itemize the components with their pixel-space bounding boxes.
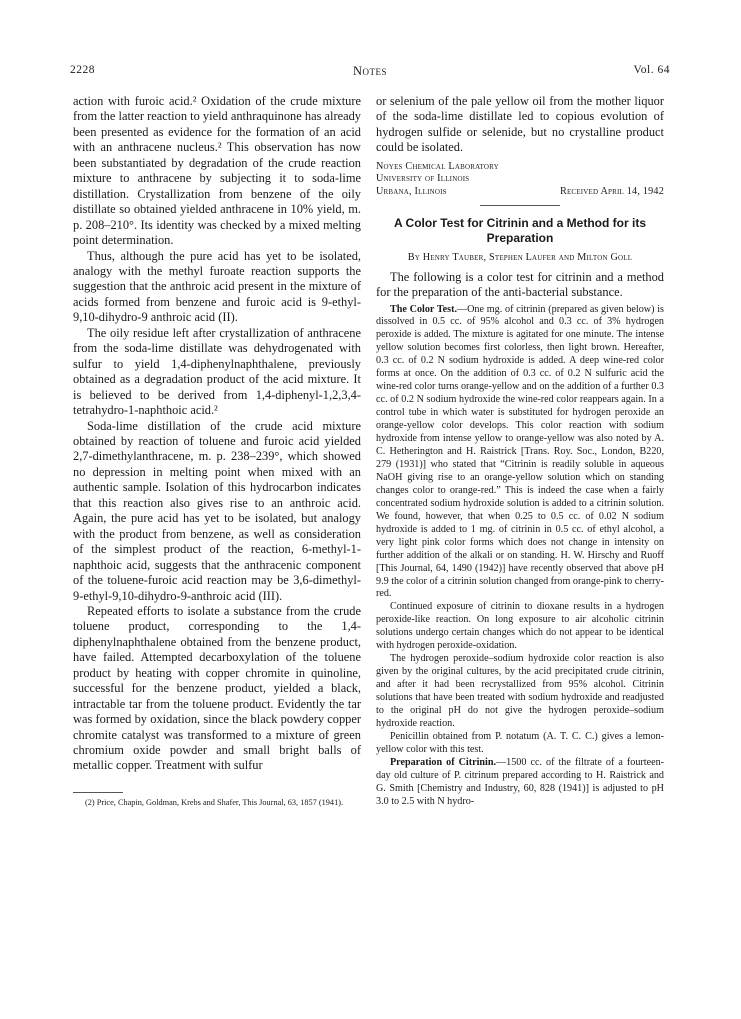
affiliation-city-row [376, 186, 664, 199]
subsection-heading: The Color Test. [390, 303, 457, 315]
received-date: Received April 14, 1942 [559, 186, 664, 197]
right-column [376, 94, 664, 1004]
paragraph: Penicillin obtained from P. notatum (A. T. C. C.) gives a lemon-yellow color with this test. [376, 730, 664, 755]
paragraph: or selenium of the pale yellow oil from the mother liquor of the soda-lime distillate led to copious evolution of hydrogen sulfide or selenide, but no crystalline product could be isolated. [376, 94, 664, 155]
paragraph: Soda-lime distillation of the crude acid mixture obtained by reaction of toluene and furoic acid yielded 2,7-dimethylanthracene, m. p. 238–239°, which showed no depression in melting point when mixed with an authentic sample. Isolation of this hydrocarbon indicates that this reaction also gives rise to an anthroic acid. Again, the pure acid has yet to be isolated, but analogy with the product from benzene, as well as consideration of the simplest product of the reaction, 6-methyl-1-naphthoic acid, suggests that the anthracenic component of the toluene-furoic acid reaction may be 3,6-dimethyl-9-ethyl-9,10-dihydro-9-anthroic acid (III). [73, 418, 361, 603]
affiliation-lab: Noyes Chemical Laboratory [376, 160, 499, 172]
section-divider [480, 205, 560, 206]
affiliation-university: University of Illinois [376, 173, 470, 185]
paragraph: The oily residue left after crystallization of anthracene from the soda-lime distillate was dehydrogenated with sulfur to yield 1,4-diphenylnaphthalene, previously obtained as a degradation product of the acid mixture. It is believed to be derived from 1,4-diphenyl-1,2,3,4-tetrahydro-1-naphthoic acid.² [73, 325, 361, 418]
paragraph: The hydrogen peroxide–sodium hydroxide color reaction is also given by the original cultures, by the acid precipitated crude citrinin, and after it had been recrystallized from 95% alcohol. Citrinin solutions that have been treated with sodium hydroxide and readjusted to the original pH do not give the hydrogen peroxide–sodium hydroxide reaction. [376, 653, 664, 729]
paragraph: Thus, although the pure acid has yet to be isolated, analogy with the methyl furoate reaction supports the suggestion that the anthroic acid present in the mixture of acids formed from benzene and furoic acid is 9-ethyl-9,10-dihydro-9 anthroic acid (II). [73, 248, 361, 325]
running-header [70, 64, 670, 80]
paragraph: The Color Test.—One mg. of citrinin (prepared as given below) is dissolved in 0.5 cc. of 95% alcohol and 0.3 cc. of 3% hydrogen peroxide is added. The mixture is agitated for one minute. The intense yellow solution becomes first colorless, then light brown. Hereafter, 0.3 cc. of 0.2 N sodium hydroxide is added. A deep wine-red color forms at once. On the addition of 0.3 cc. of 0.2 N sulfuric acid the wine-red color turns orange-yellow and on the addition of a further 0.3 cc. of 0.2 N sodium hydroxide the wine-red color reappears again. In a control tube in which water is substituted for hydrogen peroxide an orange-yellow color develops. This color reaction with sodium hydroxide from intense yellow to orange-yellow was also noted by A. C. Hetherington and H. Raistrick [Trans. Roy. Soc., London, B220, 279 (1931)] who stated that “Citrinin is readily soluble in aqueous NaOH giving rise to an orange-yellow solution which on standing changes color to orange-red.” This is indeed the case when a fairly concentrated sodium hydroxide solution is added to a citrinin solution. We found, however, that when 0.25 to 0.5 cc. of 0.02 N sodium hydroxide is added to 1 mg. of citrinin in 0.5 cc. of ethyl alcohol, a very light pink color forms which does not change in intensity on further addition of the alkali or on standing. H. W. Hirschy and Ruoff [This Journal, 64, 1490 (1942)] have recently observed that above pH 9.9 the color of a citrinin solution changed from orange-pink to cherry-red. [376, 303, 664, 600]
paragraph: Preparation of Citrinin.—1500 cc. of the filtrate of a fourteen-day old culture of P. citrinum prepared according to H. Raistrick and G. Smith [Chemistry and Industry, 60, 828 (1941)] is adjusted to pH 3.0 to 2.5 with N hydro- [376, 756, 664, 807]
volume-number: Vol. 64 [633, 64, 670, 76]
affiliation-city: Urbana, Illinois [376, 186, 447, 197]
footnote: (2) Price, Chapin, Goldman, Krebs and Shafer, This Journal, 63, 1857 (1941). [85, 797, 344, 807]
paragraph: Repeated efforts to isolate a substance from the crude toluene product, corresponding to the 1,4-diphenylnaphthalene obtained from the benzene product, have failed. Attempted decarboxylation of the toluene product by heating with copper chromite in quinoline, successful for the benzene product, yielded a black, intractable tar from the toluene product. Evidently the tar was formed by oxidation, since the black powdery copper chromite catalyst was transformed to a mixture of green chromium oxide powder and small bright balls of metallic copper. Treatment with sulfur [73, 603, 361, 773]
paragraph: action with furoic acid.² Oxidation of the crude mixture from the latter reaction to yield anthraquinone has already been presented as evidence for the formation of an acid with an anthracene nucleus.² This observation has now been substantiated by degradation of the crude reaction mixture to anthracene by subjecting it to soda-lime distillation. Crystallization from benzene of the oily distillate so obtained yielded anthracene in 10% yield, m. p. 208–210°. Its identity was checked by a mixed melting point determination. [73, 94, 361, 248]
article-title: A Color Test for Citrinin and a Method for its Preparation [394, 215, 646, 245]
subsection-heading: Preparation of Citrinin. [390, 756, 497, 768]
footnote-rule [73, 792, 123, 793]
left-column [73, 94, 361, 999]
article-authors: By Henry Tauber, Stephen Laufer and Milton Goll [407, 251, 633, 263]
section-title: Notes [352, 64, 388, 78]
paragraph: The following is a color test for citrinin and a method for the preparation of the anti-bacterial substance. [376, 269, 664, 300]
paragraph: Continued exposure of citrinin to dioxane results in a hydrogen peroxide-like reaction. On long exposure to air alcoholic citrinin solutions undergo certain changes which do not appear to be identical with hydrogen peroxide-oxidation. [376, 601, 664, 652]
page-number: 2228 [70, 64, 95, 76]
